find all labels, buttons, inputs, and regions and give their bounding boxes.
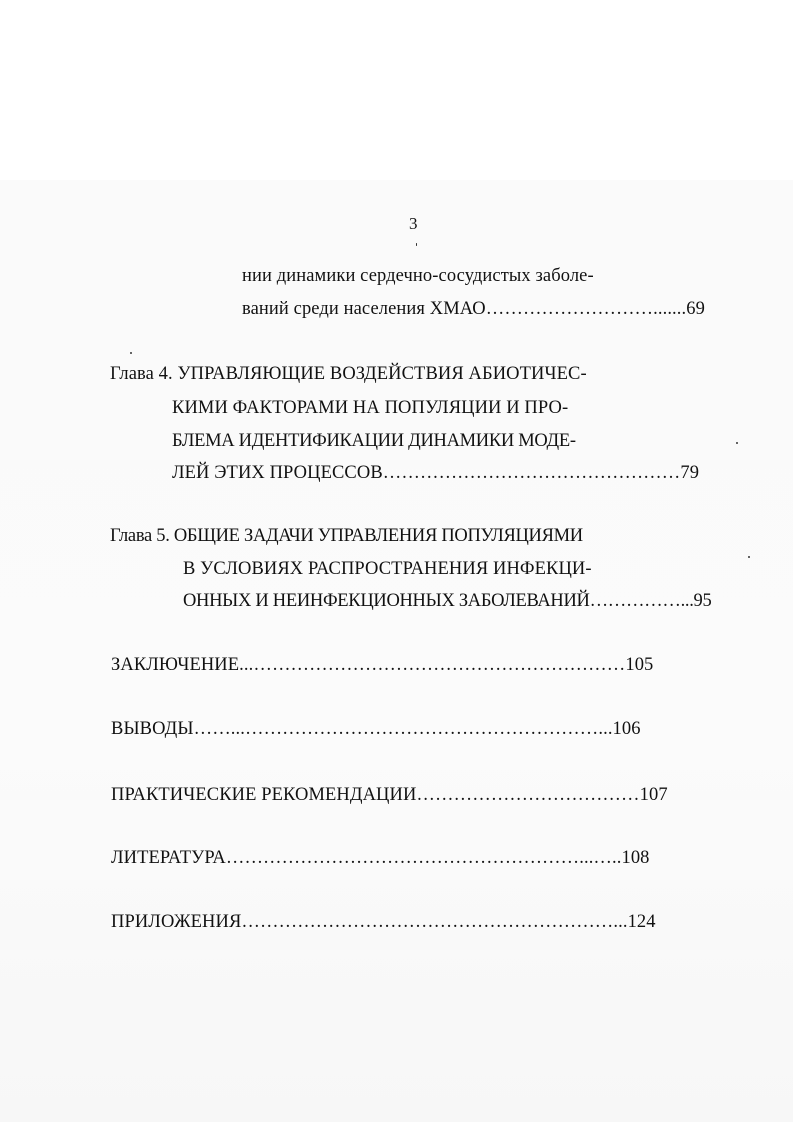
toc-line: БЛЕМА ИДЕНТИФИКАЦИИ ДИНАМИКИ МОДЕ- [172, 431, 576, 451]
page-number: 3 [409, 214, 418, 233]
scan-background [0, 180, 793, 1122]
toc-line: ЛЕЙ ЭТИХ ПРОЦЕССОВ…………………………………………79 [172, 463, 700, 483]
toc-entry: ВЫВОДЫ……...…………………………………………………...106 [111, 719, 641, 739]
toc-line: ваний среди населения ХМАО……………………….......69 [242, 299, 705, 319]
toc-entry: ЛИТЕРАТУРА…………………………………………………...…..108 [111, 848, 650, 868]
toc-line: нии динамики сердечно-сосудистых заболе- [242, 266, 594, 286]
toc-entry: ПРАКТИЧЕСКИЕ РЕКОМЕНДАЦИИ………………………………107 [111, 785, 668, 805]
scan-speck [416, 243, 417, 246]
toc-line: ОННЫХ И НЕИНФЕКЦИОННЫХ ЗАБОЛЕВАНИЙ……………...95 [183, 591, 712, 611]
toc-entry: ПРИЛОЖЕНИЯ……………………………………………………...124 [111, 912, 656, 932]
toc-chapter-heading: Глава 5. ОБЩИЕ ЗАДАЧИ УПРАВЛЕНИЯ ПОПУЛЯЦИЯМИ [110, 526, 583, 546]
toc-chapter-heading: Глава 4. УПРАВЛЯЮЩИЕ ВОЗДЕЙСТВИЯ АБИОТИЧЕС- [110, 364, 587, 384]
toc-line: КИМИ ФАКТОРАМИ НА ПОПУЛЯЦИИ И ПРО- [172, 398, 569, 418]
scan-speck [736, 442, 738, 444]
toc-line: В УСЛОВИЯХ РАСПРОСТРАНЕНИЯ ИНФЕКЦИ- [183, 559, 592, 579]
scan-speck [748, 556, 750, 558]
scan-speck [130, 352, 132, 354]
toc-entry: ЗАКЛЮЧЕНИЕ...……………………………………………………105 [111, 655, 654, 675]
